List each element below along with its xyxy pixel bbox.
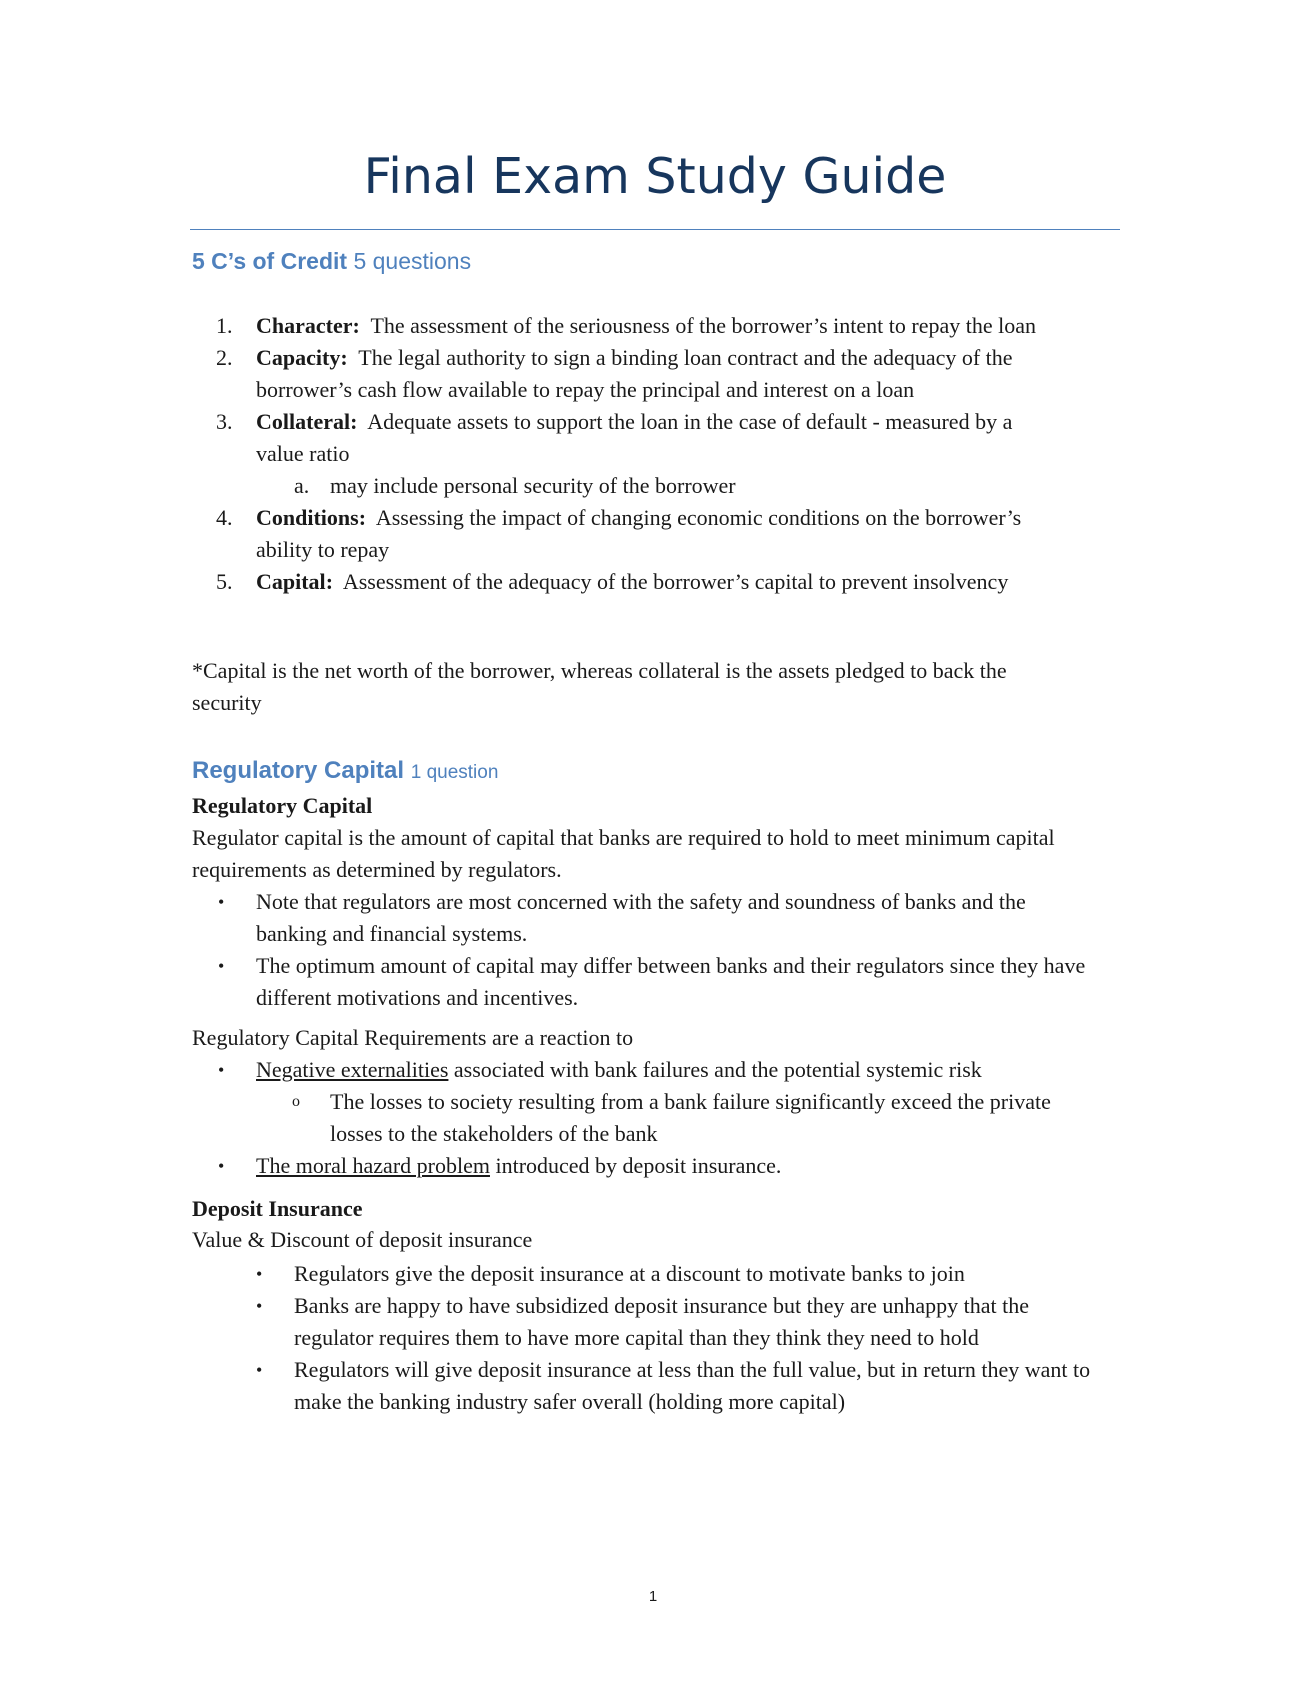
section-heading-text: Regulatory Capital: [192, 757, 405, 784]
list-item-capacity: 2. Capacity: The legal authority to sign a binding loan contract and the adequacy of the borrower’s cash flow available to repay the principal and interest on a loan: [256, 342, 1056, 406]
requirements-bullets: [218, 1054, 1096, 1182]
list-letter: a.: [294, 473, 310, 498]
question-count: 5 questions: [353, 248, 472, 274]
subitem-text: may include personal security of the borrower: [330, 473, 736, 498]
five-cs-list: [216, 310, 1056, 598]
bullet-text: Banks are happy to have subsidized deposit insurance but they are unhappy that the regulator requires them to have more capital than they think they need to hold: [294, 1293, 1029, 1350]
list-item-moral-hazard: [218, 1150, 1096, 1182]
title-underline: [190, 229, 1120, 230]
list-number: 1.: [216, 313, 233, 338]
term-definition: The legal authority to sign a binding loan contract and the adequacy of the borrower’s cash flow available to repay the principal and interest on a loan: [256, 345, 1013, 402]
regulatory-capital-definition: Regulator capital is the amount of capital that banks are required to hold to meet minimum capital requirements as determined by regulators.: [192, 825, 1055, 882]
term-label: Capacity: [256, 345, 341, 370]
circle-bullet-icon: o: [292, 1093, 300, 1110]
list-item-collateral: 3. Collateral: Adequate assets to support the loan in the case of default - measured by a value ratio: [256, 406, 1056, 470]
list-item: [256, 1258, 1104, 1290]
list-number: 2.: [216, 345, 233, 370]
bullet-icon: •: [256, 1296, 263, 1316]
section-heading-text: 5 C’s of Credit: [192, 248, 348, 274]
list-number: 5.: [216, 569, 233, 594]
section-heading-5cs: [192, 248, 471, 275]
term-label: Character: [256, 313, 353, 338]
deposit-insurance-intro: Value & Discount of deposit insurance: [192, 1227, 533, 1252]
list-item: [256, 1354, 1104, 1418]
capital-note: *Capital is the net worth of the borrower, whereas collateral is the assets pledged to back the security: [192, 658, 1007, 715]
list-number: 3.: [216, 409, 233, 434]
bullet-text: introduced by deposit insurance.: [489, 1153, 782, 1178]
term-definition: Adequate assets to support the loan in the case of default - measured by a value ratio: [256, 409, 1013, 466]
list-subitem: [292, 1086, 1096, 1150]
term-label: Collateral: [256, 409, 351, 434]
list-number: 4.: [216, 505, 233, 530]
bullet-icon: •: [218, 892, 225, 912]
bullet-icon: •: [218, 956, 225, 976]
subheading-deposit-insurance: Deposit Insurance: [192, 1196, 363, 1221]
page-title: Final Exam Study Guide: [363, 148, 947, 205]
bullet-text: Regulators will give deposit insurance at less than the full value, but in return they want to make the banking industry safer overall (holding more capital): [294, 1357, 1091, 1414]
list-item-conditions: 4. Conditions: Assessing the impact of changing economic conditions on the borrower’s ability to repay: [256, 502, 1056, 566]
term-definition: Assessment of the adequacy of the borrower’s capital to prevent insolvency: [342, 569, 1009, 594]
subitem-text: The losses to society resulting from a bank failure significantly exceed the private losses to the stakeholders of the bank: [330, 1089, 1051, 1146]
list-item: [218, 886, 1096, 950]
bullet-icon: •: [256, 1360, 263, 1380]
bullet-text: associated with bank failures and the potential systemic risk: [448, 1057, 982, 1082]
list-item: [256, 1290, 1104, 1354]
list-item: [218, 950, 1096, 1014]
term-definition: Assessing the impact of changing economic conditions on the borrower’s ability to repay: [256, 505, 1022, 562]
bullet-text: Note that regulators are most concerned with the safety and soundness of banks and the banking and financial systems.: [256, 889, 1026, 946]
section-heading-regulatory-capital: [192, 757, 498, 785]
term-definition: The assessment of the seriousness of the borrower’s intent to repay the loan: [370, 313, 1036, 338]
term-label: Conditions: [256, 505, 359, 530]
bullet-text: The optimum amount of capital may differ between banks and their regulators since they have different motivations and incentives.: [256, 953, 1086, 1010]
subheading-regulatory-capital: Regulatory Capital: [192, 793, 373, 818]
underlined-term: Negative externalities: [256, 1057, 449, 1082]
bullet-text: Regulators give the deposit insurance at a discount to motivate banks to join: [294, 1261, 965, 1286]
bullet-icon: •: [256, 1264, 263, 1284]
list-item-negative-externalities: [218, 1054, 1096, 1086]
page-number: 1: [648, 1588, 658, 1605]
bullet-icon: •: [218, 1060, 225, 1080]
list-item-character: 1. Character: The assessment of the seriousness of the borrower’s intent to repay the loan: [256, 310, 1056, 342]
bullet-icon: •: [218, 1156, 225, 1176]
underlined-term: The moral hazard problem: [256, 1153, 490, 1178]
question-count: 1 question: [410, 762, 499, 783]
requirements-intro: Regulatory Capital Requirements are a reaction to: [192, 1025, 634, 1050]
deposit-insurance-bullets: [256, 1258, 1104, 1418]
term-label: Capital: [256, 569, 326, 594]
regulatory-capital-bullets: [218, 886, 1096, 1014]
list-subitem-collateral: [294, 470, 1056, 502]
list-item-capital: 5. Capital: Assessment of the adequacy of the borrower’s capital to prevent insolvency: [256, 566, 1056, 598]
